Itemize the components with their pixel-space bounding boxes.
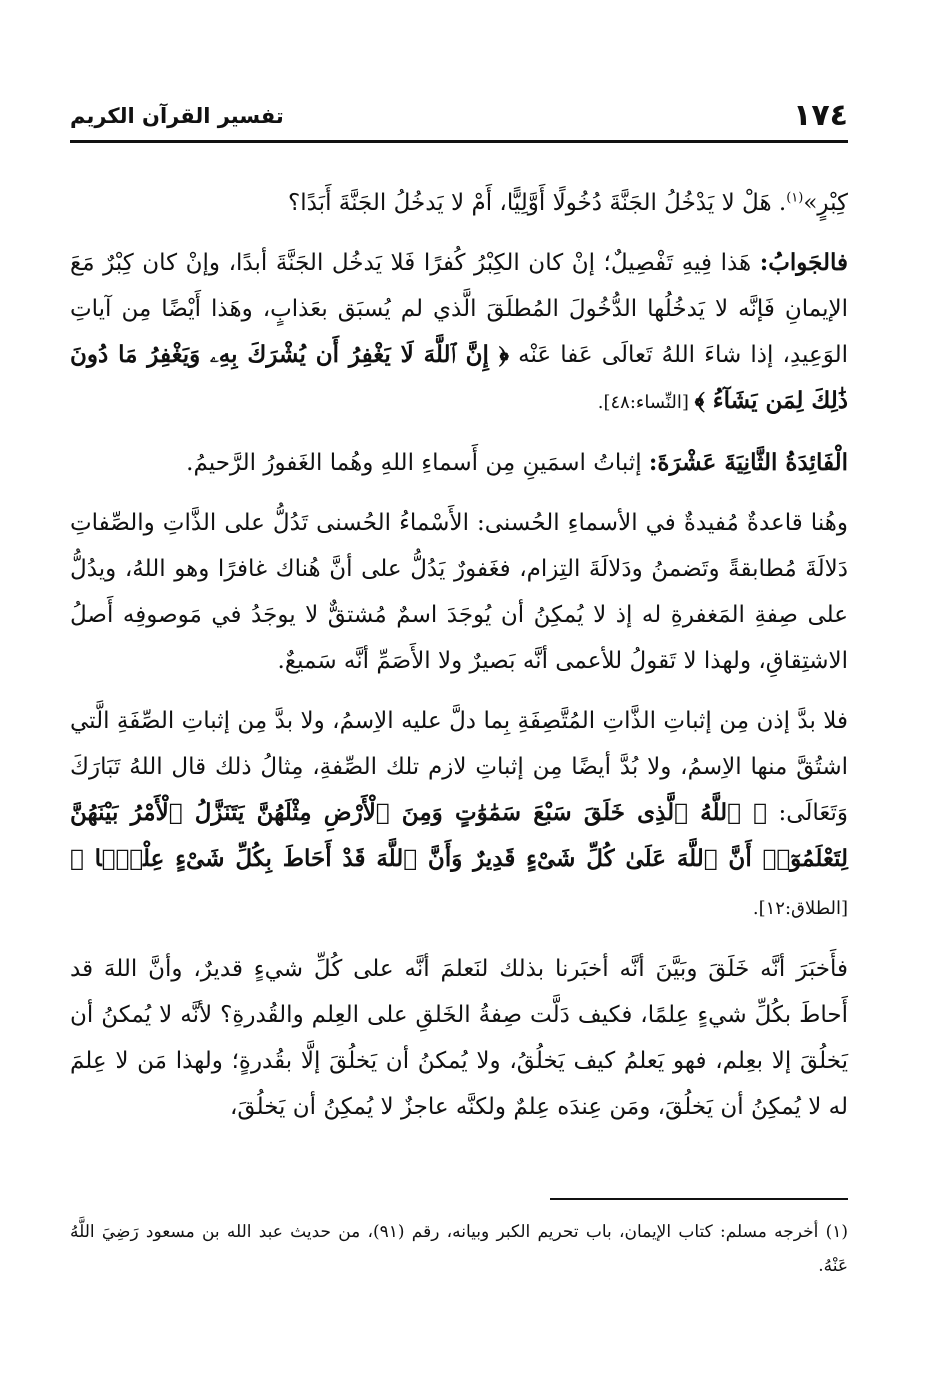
quran-verse: ﴿ ٱللَّهُ ٱلَّذِى خَلَقَ سَبْعَ سَمَٰوَٰتٍ وَمِنَ ٱلْأَرْضِ مِثْلَهُنَّ يَتَنَزَّلُ ٱلْأَمْرُ بَيْنَهُنَّ لِتَعْلَمُوٓا۟ أَنَّ ٱللَّهَ عَلَىٰ كُلِّ شَىْءٍ قَدِيرٌ وَأَنَّ ٱللَّهَ قَدْ أَحَاطَ بِكُلِّ شَىْءٍ عِلْمًۢا ﴾	[70, 799, 848, 872]
benefit-text: إثباتُ اسمَينِ مِن أَسماءِ اللهِ وهُما الغَفورُ الرَّحيمُ.	[186, 450, 649, 476]
page-number: ١٧٤	[793, 98, 848, 133]
footnote-divider	[550, 1198, 848, 1200]
paragraph-1	[70, 180, 848, 226]
paragraph-text: فأَخبَرَ أنَّه خَلَقَ وبَيَّنَ أنَّه أخبَرنا بذلك لنَعلمَ أنَّه على كُلِّ شيءٍ قديرٌ، وأنَّ اللهَ قد أَحاطَ بكُلِّ شيءٍ عِلمًا، فكيف دَلَّت صِفةُ الخَلقِ على العِلم والقُدرةِ؟ لأنَّه لا يُمكنُ أن يَخلُقَ إلا بعِلم، فهو يَعلمُ كيف يَخلُقُ، ولا يُمكنُ أن يَخلُقَ إلَّا بقُدرةٍ؛ ولهذا مَن لا عِلمَ له لا يُمكِنُ أن يَخلُقَ، ومَن عِندَه عِلمٌ ولكنَّه عاجزٌ لا يُمكِنُ أن يَخلُقَ،	[70, 956, 848, 1120]
page-header	[70, 96, 848, 143]
hadith-end: كِبْرٍ»	[803, 190, 848, 216]
question-text: . هَلْ لا يَدْخُلُ الجَنَّةَ دُخُولًا أَوَّلِيًّا، أَمْ لا يَدخُلُ الجَنَّةَ أَبَدًا؟	[288, 190, 787, 216]
paragraph-2	[70, 240, 848, 426]
quran-verse: ﴿ إِنَّ ٱللَّهَ لَا يَغْفِرُ أَن يُشْرَكَ بِهِۦ وَيَغْفِرُ مَا دُونَ ذَٰلِكَ لِمَن يَشَآءُ ﴾	[70, 341, 848, 414]
paragraph-5	[70, 698, 848, 932]
body-text	[70, 180, 848, 1144]
paragraph-3	[70, 440, 848, 486]
benefit-heading: الْفَائِدَةُ الثَّانِيَةَ عَشْرَةَ:	[648, 449, 848, 476]
verse-reference: [الطلاق:١٢].	[752, 898, 848, 919]
answer-lead: فالجَوابُ:	[759, 249, 848, 276]
footnote-marker: (١)	[786, 190, 804, 206]
rule-text: وهُنا قاعدةٌ مُفيدةٌ في الأسماءِ الحُسنى: الأَسْماءُ الحُسنى تَدُلُّ على الذَّاتِ والصِّفاتِ دَلالَةَ مُطابقةً وتَضمنُ ودَلالَةَ التِزام، فغَفورٌ يَدُلُّ على أنَّ هُناك غافرًا وهو اللهُ، ويدُلُّ على صِفةِ المَغفرةِ له إذ لا يُمكِنُ أن يُوجَدَ اسمٌ مُشتقٌّ لا يوجَدُ في مَوصوفِه أَصلُ الاشتِقاقِ، ولهذا لا تَقولُ للأعمى أنَّه بَصيرٌ ولا الأَصَمِّ أنَّه سَميعٌ.	[70, 510, 848, 674]
verse-reference: [النِّساء:٤٨].	[597, 392, 695, 413]
paragraph-text: فلا بدَّ إذن مِن إثباتِ الذَّاتِ المُتَّصِفَةِ بِما دلَّ عليه الاِسمُ، ولا بدَّ مِن إثباتِ الصِّفَةِ الَّتي اشتُقَّ منها الاِسمُ، ولا بُدَّ أيضًا مِن إثباتِ لازم تلك الصِّفةِ، مِثالُ ذلك قال اللهُ تَبَارَكَ وَتَعَالَى:	[70, 708, 848, 826]
paragraph-6	[70, 946, 848, 1130]
answer-text: هَذا فِيهِ تَفْصِيلٌ؛ إنْ كان الكِبْرُ كُفرًا فَلا يَدخُل الجَنَّةَ أبدًا، وإنْ كان كِبْرٌ مَعَ الإيمانِ فَإنَّه لا يَدخُلُها الدُّخُولَ المُطلَقَ الَّذي لم يُسبَق بعَذابٍ، وهَذا أَيْضًا مِن آياتِ الوَعِيدِ، إذا شاءَ اللهُ تَعالَى عَفا عَنْه	[70, 250, 848, 368]
paragraph-4	[70, 500, 848, 684]
running-title: تفسير القرآن الكريم	[70, 104, 284, 128]
footnote: (١) أخرجه مسلم: كتاب الإيمان، باب تحريم الكبر وبيانه، رقم (٩١)، من حديث عبد الله بن مسعود رَضِيَ اللَّهُ عَنْهُ.	[70, 1222, 849, 1276]
